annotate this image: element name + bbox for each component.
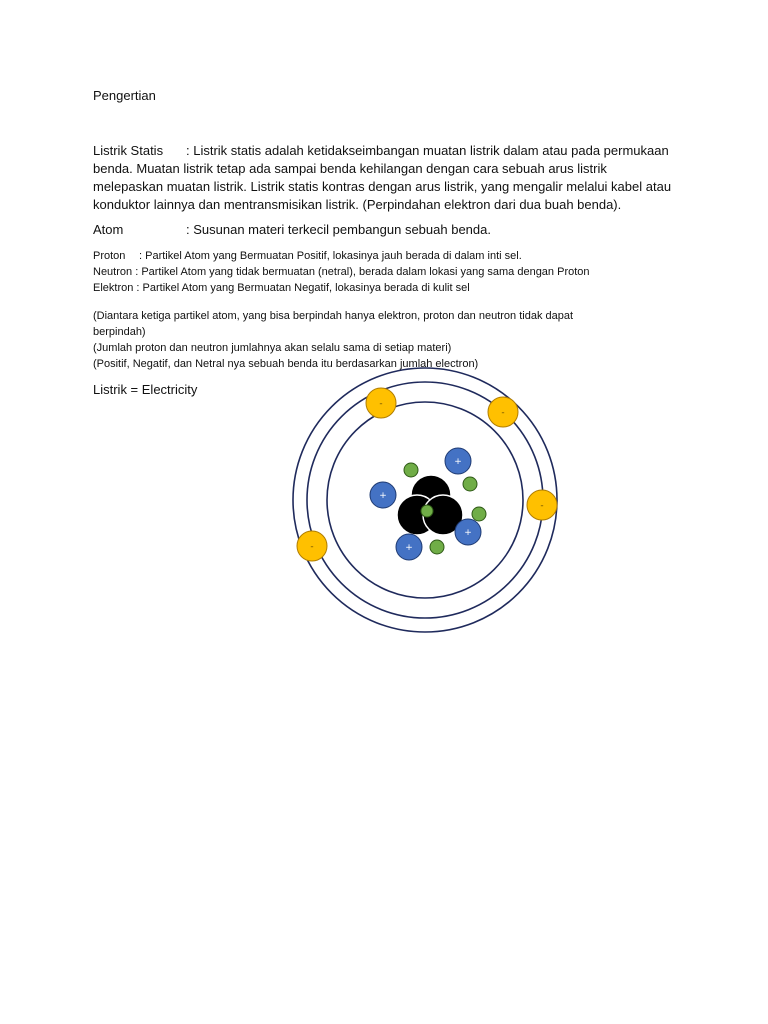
listrik-statis-line-2: benda. Muatan listrik tetap ada sampai benda kehilangan dengan cara sebuah arus listrik bbox=[93, 161, 607, 176]
neutron bbox=[463, 477, 477, 491]
proton bbox=[455, 519, 481, 545]
elektron-definition: : Partikel Atom yang Bermuatan Negatif, lokasinya berada di kulit sel bbox=[136, 282, 470, 294]
nucleus bbox=[397, 475, 463, 535]
electrons bbox=[297, 388, 557, 561]
definition-listrik-statis bbox=[93, 142, 683, 214]
notes-block bbox=[93, 308, 633, 372]
electron-sign: - bbox=[501, 408, 505, 418]
term-listrik-statis: Listrik Statis bbox=[93, 143, 164, 158]
electron bbox=[527, 490, 557, 520]
electron-sign: - bbox=[540, 501, 544, 511]
electron bbox=[366, 388, 396, 418]
note-line: (Positif, Negatif, dan Netral nya sebuah benda itu berdasarkan jumlah electron) bbox=[93, 358, 479, 370]
term-neutron: Neutron bbox=[93, 266, 133, 278]
proton-definition: : Partikel Atom yang Bermuatan Positif, lokasinya jauh berada di dalam inti sel. bbox=[139, 250, 522, 262]
heading-pengertian: Pengertian bbox=[93, 88, 156, 103]
note-line: (Jumlah proton dan neutron jumlahnya akan selalu sama di setiap materi) bbox=[93, 342, 452, 354]
proton-sign: + bbox=[379, 491, 387, 501]
electron bbox=[297, 531, 327, 561]
atom-diagram bbox=[290, 365, 570, 645]
electron bbox=[488, 397, 518, 427]
particle-elektron bbox=[93, 282, 470, 294]
proton-sign: + bbox=[464, 528, 472, 538]
note-line: (Diantara ketiga partikel atom, yang bisa berpindah hanya elektron, proton dan neutron tidak dapat bbox=[93, 310, 574, 322]
definition-atom bbox=[93, 222, 491, 237]
neutron bbox=[430, 540, 444, 554]
nucleus-center-neutron bbox=[421, 505, 433, 517]
neutron bbox=[472, 507, 486, 521]
proton-sign: + bbox=[454, 457, 462, 467]
particle-proton bbox=[93, 250, 522, 262]
listrik-statis-line-1 bbox=[93, 142, 683, 160]
proton bbox=[396, 534, 422, 560]
term-proton: Proton bbox=[93, 250, 126, 262]
listrik-statis-line-4: konduktor lainnya dan mentransmisikan listrik. (Perpindahan elektron dari dua buah benda). bbox=[93, 197, 622, 212]
neutron-definition: : Partikel Atom yang tidak bermuatan (netral), berada dalam lokasi yang sama dengan Proton bbox=[135, 266, 590, 278]
atom-definition: : Susunan materi terkecil pembangun sebuah benda. bbox=[186, 222, 491, 237]
proton-sign: + bbox=[405, 543, 413, 553]
listrik-statis-first-line: : Listrik statis adalah ketidakseimbangan muatan listrik dalam atau pada permukaan bbox=[186, 143, 669, 158]
term-atom: Atom bbox=[93, 222, 124, 237]
term-elektron: Elektron bbox=[93, 282, 134, 294]
note-line: berpindah) bbox=[93, 326, 146, 338]
neutron bbox=[404, 463, 418, 477]
electricity-line: Listrik = Electricity bbox=[93, 382, 198, 397]
proton bbox=[445, 448, 471, 474]
proton bbox=[370, 482, 396, 508]
listrik-statis-line-3: melepaskan muatan listrik. Listrik statis kontras dengan arus listrik, yang mengalir melalui kabel atau bbox=[93, 179, 672, 194]
electron-sign: - bbox=[379, 399, 383, 409]
electron-sign: - bbox=[310, 542, 314, 552]
particle-neutron bbox=[93, 266, 590, 278]
